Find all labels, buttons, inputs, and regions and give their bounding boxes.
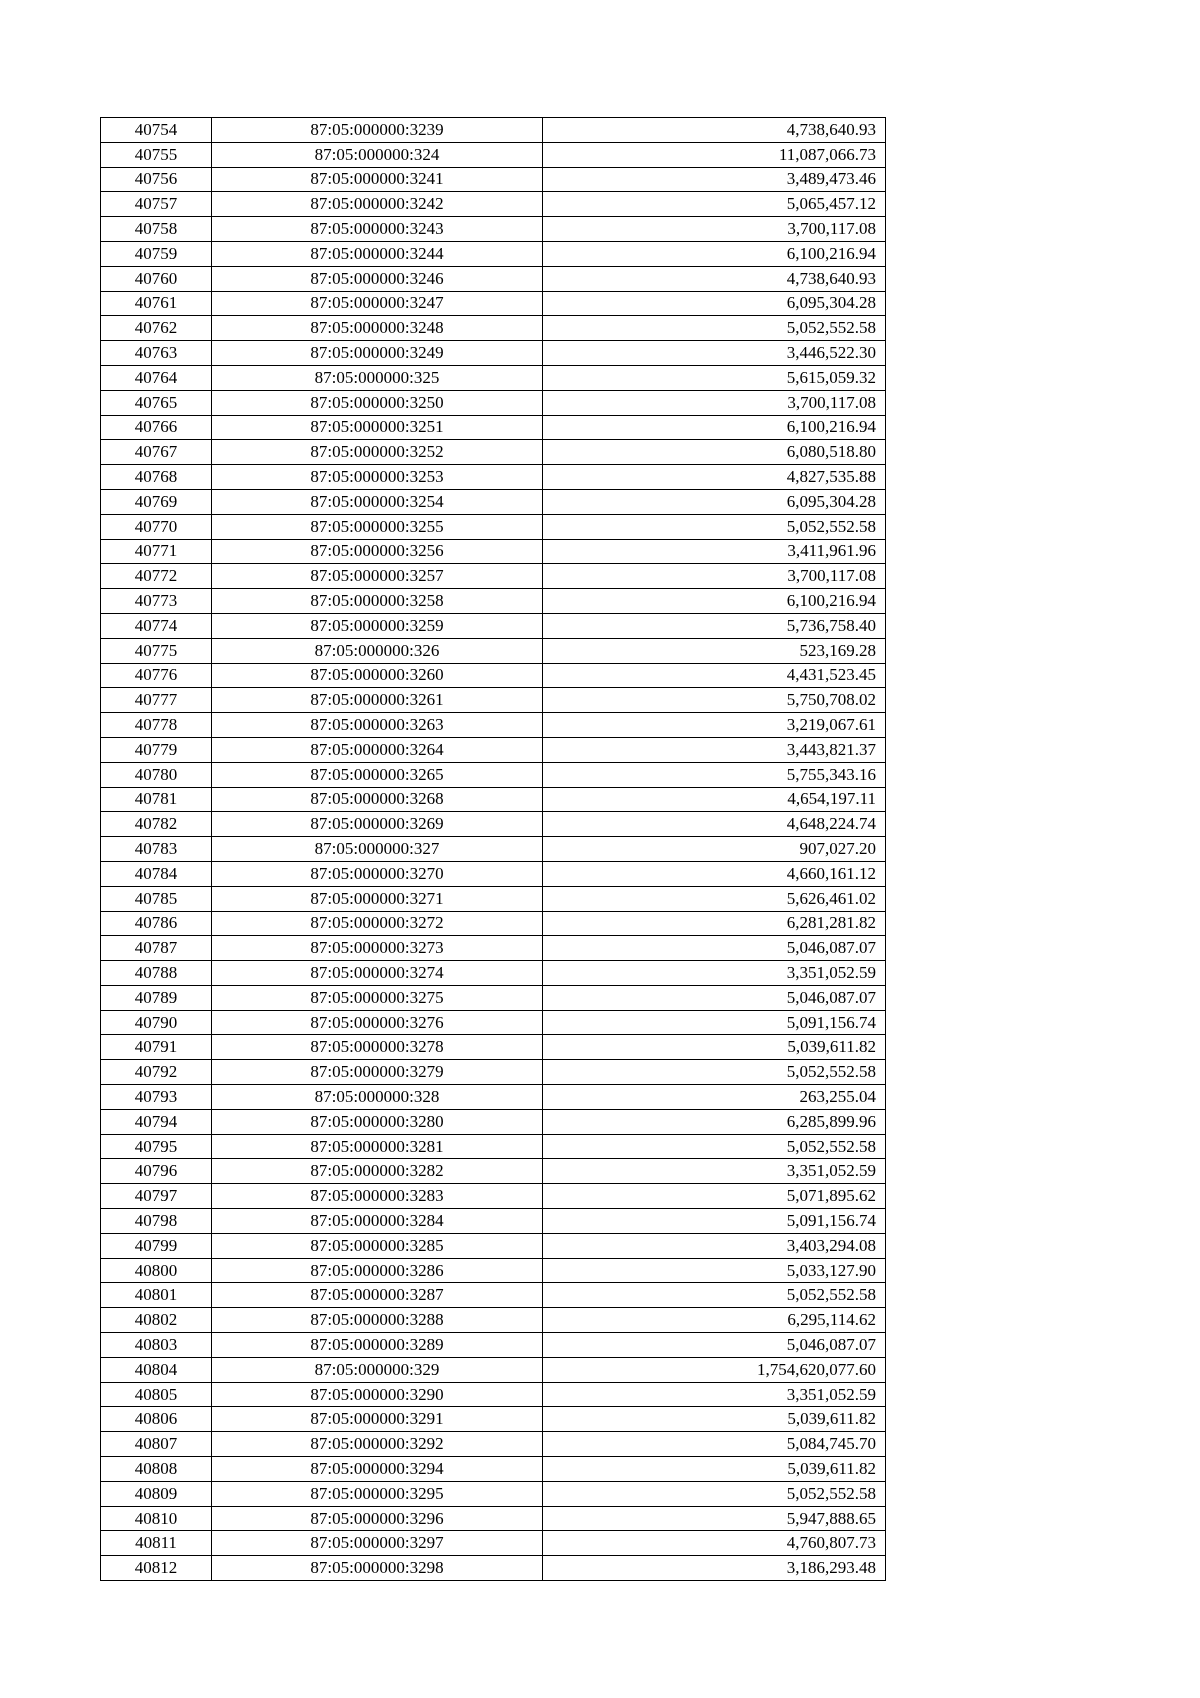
value-cell: 3,186,293.48 (543, 1556, 886, 1581)
row-number-cell: 40758 (101, 217, 212, 242)
value-cell: 5,052,552.58 (543, 1283, 886, 1308)
table-row (101, 1233, 886, 1258)
value-cell: 3,700,117.08 (543, 390, 886, 415)
cadastral-number-cell: 87:05:000000:3268 (212, 787, 543, 812)
value-cell: 4,431,523.45 (543, 663, 886, 688)
row-number-cell: 40794 (101, 1109, 212, 1134)
value-cell: 5,033,127.90 (543, 1258, 886, 1283)
value-cell: 5,071,895.62 (543, 1184, 886, 1209)
table-row (101, 1109, 886, 1134)
row-number-cell: 40772 (101, 564, 212, 589)
table-row (101, 961, 886, 986)
row-number-cell: 40780 (101, 762, 212, 787)
table-row (101, 737, 886, 762)
cadastral-number-cell: 87:05:000000:3265 (212, 762, 543, 787)
row-number-cell: 40801 (101, 1283, 212, 1308)
row-number-cell: 40789 (101, 985, 212, 1010)
row-number-cell: 40793 (101, 1085, 212, 1110)
row-number-cell: 40809 (101, 1481, 212, 1506)
cadastral-number-cell: 87:05:000000:3241 (212, 167, 543, 192)
value-cell: 5,046,087.07 (543, 936, 886, 961)
table-row (101, 1060, 886, 1085)
value-cell: 11,087,066.73 (543, 142, 886, 167)
table-row (101, 663, 886, 688)
table-row (101, 142, 886, 167)
table-row (101, 985, 886, 1010)
row-number-cell: 40779 (101, 737, 212, 762)
value-cell: 4,738,640.93 (543, 266, 886, 291)
value-cell: 4,660,161.12 (543, 861, 886, 886)
table-row (101, 1258, 886, 1283)
row-number-cell: 40811 (101, 1531, 212, 1556)
value-cell: 5,052,552.58 (543, 316, 886, 341)
value-cell: 5,750,708.02 (543, 688, 886, 713)
row-number-cell: 40764 (101, 365, 212, 390)
value-cell: 4,648,224.74 (543, 812, 886, 837)
value-cell: 5,052,552.58 (543, 514, 886, 539)
row-number-cell: 40806 (101, 1407, 212, 1432)
value-cell: 5,052,552.58 (543, 1481, 886, 1506)
value-cell: 6,095,304.28 (543, 489, 886, 514)
row-number-cell: 40781 (101, 787, 212, 812)
row-number-cell: 40785 (101, 886, 212, 911)
cadastral-number-cell: 87:05:000000:325 (212, 365, 543, 390)
table-row (101, 812, 886, 837)
table-row (101, 613, 886, 638)
value-cell: 3,219,067.61 (543, 713, 886, 738)
table-row (101, 341, 886, 366)
row-number-cell: 40786 (101, 911, 212, 936)
row-number-cell: 40768 (101, 465, 212, 490)
cadastral-number-cell: 87:05:000000:3263 (212, 713, 543, 738)
row-number-cell: 40783 (101, 837, 212, 862)
value-cell: 5,052,552.58 (543, 1134, 886, 1159)
row-number-cell: 40761 (101, 291, 212, 316)
value-cell: 4,827,535.88 (543, 465, 886, 490)
value-cell: 5,046,087.07 (543, 985, 886, 1010)
row-number-cell: 40810 (101, 1506, 212, 1531)
row-number-cell: 40790 (101, 1010, 212, 1035)
cadastral-number-cell: 87:05:000000:3273 (212, 936, 543, 961)
table-row (101, 390, 886, 415)
table-row (101, 489, 886, 514)
row-number-cell: 40762 (101, 316, 212, 341)
table-row (101, 1209, 886, 1234)
table-row (101, 118, 886, 143)
value-cell: 5,039,611.82 (543, 1407, 886, 1432)
cadastral-number-cell: 87:05:000000:3253 (212, 465, 543, 490)
cadastral-number-cell: 87:05:000000:3286 (212, 1258, 543, 1283)
cadastral-number-cell: 87:05:000000:3259 (212, 613, 543, 638)
row-number-cell: 40792 (101, 1060, 212, 1085)
cadastral-number-cell: 87:05:000000:3291 (212, 1407, 543, 1432)
cadastral-number-cell: 87:05:000000:3249 (212, 341, 543, 366)
value-cell: 6,080,518.80 (543, 440, 886, 465)
row-number-cell: 40763 (101, 341, 212, 366)
cadastral-number-cell: 87:05:000000:3280 (212, 1109, 543, 1134)
cadastral-number-cell: 87:05:000000:326 (212, 638, 543, 663)
cadastral-number-cell: 87:05:000000:3261 (212, 688, 543, 713)
cadastral-number-cell: 87:05:000000:3274 (212, 961, 543, 986)
cadastral-number-cell: 87:05:000000:327 (212, 837, 543, 862)
cadastral-number-cell: 87:05:000000:3288 (212, 1308, 543, 1333)
value-cell: 5,091,156.74 (543, 1209, 886, 1234)
value-cell: 3,446,522.30 (543, 341, 886, 366)
row-number-cell: 40757 (101, 192, 212, 217)
cadastral-number-cell: 87:05:000000:3289 (212, 1333, 543, 1358)
value-cell: 6,281,281.82 (543, 911, 886, 936)
table-row (101, 1159, 886, 1184)
row-number-cell: 40802 (101, 1308, 212, 1333)
table-row (101, 241, 886, 266)
cadastral-number-cell: 87:05:000000:3282 (212, 1159, 543, 1184)
table-row (101, 192, 886, 217)
value-cell: 5,755,343.16 (543, 762, 886, 787)
table-row (101, 861, 886, 886)
value-cell: 5,736,758.40 (543, 613, 886, 638)
table-row (101, 1556, 886, 1581)
cadastral-number-cell: 87:05:000000:3290 (212, 1382, 543, 1407)
cadastral-number-cell: 87:05:000000:3283 (212, 1184, 543, 1209)
cadastral-number-cell: 87:05:000000:3256 (212, 539, 543, 564)
row-number-cell: 40776 (101, 663, 212, 688)
row-number-cell: 40800 (101, 1258, 212, 1283)
table-row (101, 1531, 886, 1556)
value-cell: 907,027.20 (543, 837, 886, 862)
value-cell: 5,039,611.82 (543, 1035, 886, 1060)
value-cell: 5,091,156.74 (543, 1010, 886, 1035)
table-row (101, 911, 886, 936)
cadastral-number-cell: 87:05:000000:3276 (212, 1010, 543, 1035)
cadastral-value-table (100, 117, 886, 1581)
row-number-cell: 40755 (101, 142, 212, 167)
value-cell: 3,489,473.46 (543, 167, 886, 192)
row-number-cell: 40798 (101, 1209, 212, 1234)
row-number-cell: 40766 (101, 415, 212, 440)
row-number-cell: 40765 (101, 390, 212, 415)
table-row (101, 1357, 886, 1382)
table-row (101, 539, 886, 564)
table-row (101, 1481, 886, 1506)
row-number-cell: 40760 (101, 266, 212, 291)
table-row (101, 415, 886, 440)
row-number-cell: 40767 (101, 440, 212, 465)
table-row (101, 266, 886, 291)
value-cell: 4,760,807.73 (543, 1531, 886, 1556)
row-number-cell: 40796 (101, 1159, 212, 1184)
row-number-cell: 40771 (101, 539, 212, 564)
row-number-cell: 40759 (101, 241, 212, 266)
cadastral-number-cell: 87:05:000000:3264 (212, 737, 543, 762)
cadastral-number-cell: 87:05:000000:3287 (212, 1283, 543, 1308)
value-cell: 5,084,745.70 (543, 1432, 886, 1457)
table-row (101, 1506, 886, 1531)
table-row (101, 936, 886, 961)
cadastral-number-cell: 87:05:000000:3248 (212, 316, 543, 341)
table-row (101, 886, 886, 911)
table-row (101, 762, 886, 787)
cadastral-number-cell: 87:05:000000:3260 (212, 663, 543, 688)
value-cell: 3,351,052.59 (543, 1159, 886, 1184)
value-cell: 5,052,552.58 (543, 1060, 886, 1085)
value-cell: 4,654,197.11 (543, 787, 886, 812)
table-row (101, 465, 886, 490)
table-row (101, 1432, 886, 1457)
table-row (101, 1010, 886, 1035)
row-number-cell: 40782 (101, 812, 212, 837)
row-number-cell: 40769 (101, 489, 212, 514)
cadastral-number-cell: 87:05:000000:324 (212, 142, 543, 167)
value-cell: 523,169.28 (543, 638, 886, 663)
table-row (101, 1184, 886, 1209)
cadastral-number-cell: 87:05:000000:3243 (212, 217, 543, 242)
table-row (101, 564, 886, 589)
value-cell: 4,738,640.93 (543, 118, 886, 143)
row-number-cell: 40808 (101, 1457, 212, 1482)
cadastral-number-cell: 87:05:000000:3242 (212, 192, 543, 217)
cadastral-number-cell: 87:05:000000:3296 (212, 1506, 543, 1531)
cadastral-number-cell: 87:05:000000:3295 (212, 1481, 543, 1506)
row-number-cell: 40778 (101, 713, 212, 738)
value-cell: 6,100,216.94 (543, 415, 886, 440)
row-number-cell: 40791 (101, 1035, 212, 1060)
row-number-cell: 40812 (101, 1556, 212, 1581)
value-cell: 3,351,052.59 (543, 1382, 886, 1407)
cadastral-number-cell: 87:05:000000:3279 (212, 1060, 543, 1085)
cadastral-number-cell: 87:05:000000:3297 (212, 1531, 543, 1556)
value-cell: 263,255.04 (543, 1085, 886, 1110)
row-number-cell: 40774 (101, 613, 212, 638)
cadastral-number-cell: 87:05:000000:3285 (212, 1233, 543, 1258)
cadastral-number-cell: 87:05:000000:3269 (212, 812, 543, 837)
table-row (101, 514, 886, 539)
value-cell: 6,100,216.94 (543, 241, 886, 266)
cadastral-number-cell: 87:05:000000:3255 (212, 514, 543, 539)
cadastral-number-cell: 87:05:000000:3246 (212, 266, 543, 291)
table-row (101, 291, 886, 316)
row-number-cell: 40770 (101, 514, 212, 539)
cadastral-number-cell: 87:05:000000:3275 (212, 985, 543, 1010)
value-cell: 5,065,457.12 (543, 192, 886, 217)
table-row (101, 1382, 886, 1407)
table-body (101, 118, 886, 1581)
table-row (101, 1457, 886, 1482)
table-row (101, 365, 886, 390)
cadastral-number-cell: 87:05:000000:3272 (212, 911, 543, 936)
value-cell: 6,295,114.62 (543, 1308, 886, 1333)
table-row (101, 837, 886, 862)
cadastral-number-cell: 87:05:000000:3257 (212, 564, 543, 589)
value-cell: 6,095,304.28 (543, 291, 886, 316)
cadastral-number-cell: 87:05:000000:3284 (212, 1209, 543, 1234)
value-cell: 5,046,087.07 (543, 1333, 886, 1358)
row-number-cell: 40803 (101, 1333, 212, 1358)
cadastral-number-cell: 87:05:000000:3278 (212, 1035, 543, 1060)
value-cell: 1,754,620,077.60 (543, 1357, 886, 1382)
cadastral-number-cell: 87:05:000000:328 (212, 1085, 543, 1110)
value-cell: 3,700,117.08 (543, 217, 886, 242)
table-row (101, 1283, 886, 1308)
cadastral-number-cell: 87:05:000000:3258 (212, 589, 543, 614)
row-number-cell: 40784 (101, 861, 212, 886)
cadastral-number-cell: 87:05:000000:3298 (212, 1556, 543, 1581)
row-number-cell: 40795 (101, 1134, 212, 1159)
row-number-cell: 40754 (101, 118, 212, 143)
table-row (101, 1333, 886, 1358)
value-cell: 3,403,294.08 (543, 1233, 886, 1258)
cadastral-number-cell: 87:05:000000:3251 (212, 415, 543, 440)
cadastral-number-cell: 87:05:000000:3271 (212, 886, 543, 911)
value-cell: 3,351,052.59 (543, 961, 886, 986)
cadastral-number-cell: 87:05:000000:3254 (212, 489, 543, 514)
table-row (101, 589, 886, 614)
cadastral-number-cell: 87:05:000000:3239 (212, 118, 543, 143)
row-number-cell: 40804 (101, 1357, 212, 1382)
row-number-cell: 40805 (101, 1382, 212, 1407)
table-row (101, 1407, 886, 1432)
value-cell: 3,443,821.37 (543, 737, 886, 762)
table-row (101, 1035, 886, 1060)
cadastral-number-cell: 87:05:000000:3250 (212, 390, 543, 415)
cadastral-number-cell: 87:05:000000:3292 (212, 1432, 543, 1457)
table-row (101, 688, 886, 713)
value-cell: 5,615,059.32 (543, 365, 886, 390)
row-number-cell: 40799 (101, 1233, 212, 1258)
cadastral-number-cell: 87:05:000000:3244 (212, 241, 543, 266)
row-number-cell: 40775 (101, 638, 212, 663)
table-row (101, 713, 886, 738)
row-number-cell: 40807 (101, 1432, 212, 1457)
row-number-cell: 40788 (101, 961, 212, 986)
value-cell: 3,411,961.96 (543, 539, 886, 564)
value-cell: 5,947,888.65 (543, 1506, 886, 1531)
value-cell: 3,700,117.08 (543, 564, 886, 589)
table-row (101, 1085, 886, 1110)
table-row (101, 1134, 886, 1159)
cadastral-number-cell: 87:05:000000:3281 (212, 1134, 543, 1159)
cadastral-number-cell: 87:05:000000:3270 (212, 861, 543, 886)
table-row (101, 440, 886, 465)
table-row (101, 316, 886, 341)
table-row (101, 167, 886, 192)
table-row (101, 217, 886, 242)
cadastral-number-cell: 87:05:000000:3294 (212, 1457, 543, 1482)
cadastral-number-cell: 87:05:000000:3252 (212, 440, 543, 465)
cadastral-number-cell: 87:05:000000:329 (212, 1357, 543, 1382)
row-number-cell: 40773 (101, 589, 212, 614)
value-cell: 5,626,461.02 (543, 886, 886, 911)
table-row (101, 638, 886, 663)
value-cell: 6,285,899.96 (543, 1109, 886, 1134)
table-row (101, 787, 886, 812)
table-row (101, 1308, 886, 1333)
cadastral-number-cell: 87:05:000000:3247 (212, 291, 543, 316)
row-number-cell: 40797 (101, 1184, 212, 1209)
row-number-cell: 40756 (101, 167, 212, 192)
row-number-cell: 40777 (101, 688, 212, 713)
value-cell: 6,100,216.94 (543, 589, 886, 614)
row-number-cell: 40787 (101, 936, 212, 961)
value-cell: 5,039,611.82 (543, 1457, 886, 1482)
